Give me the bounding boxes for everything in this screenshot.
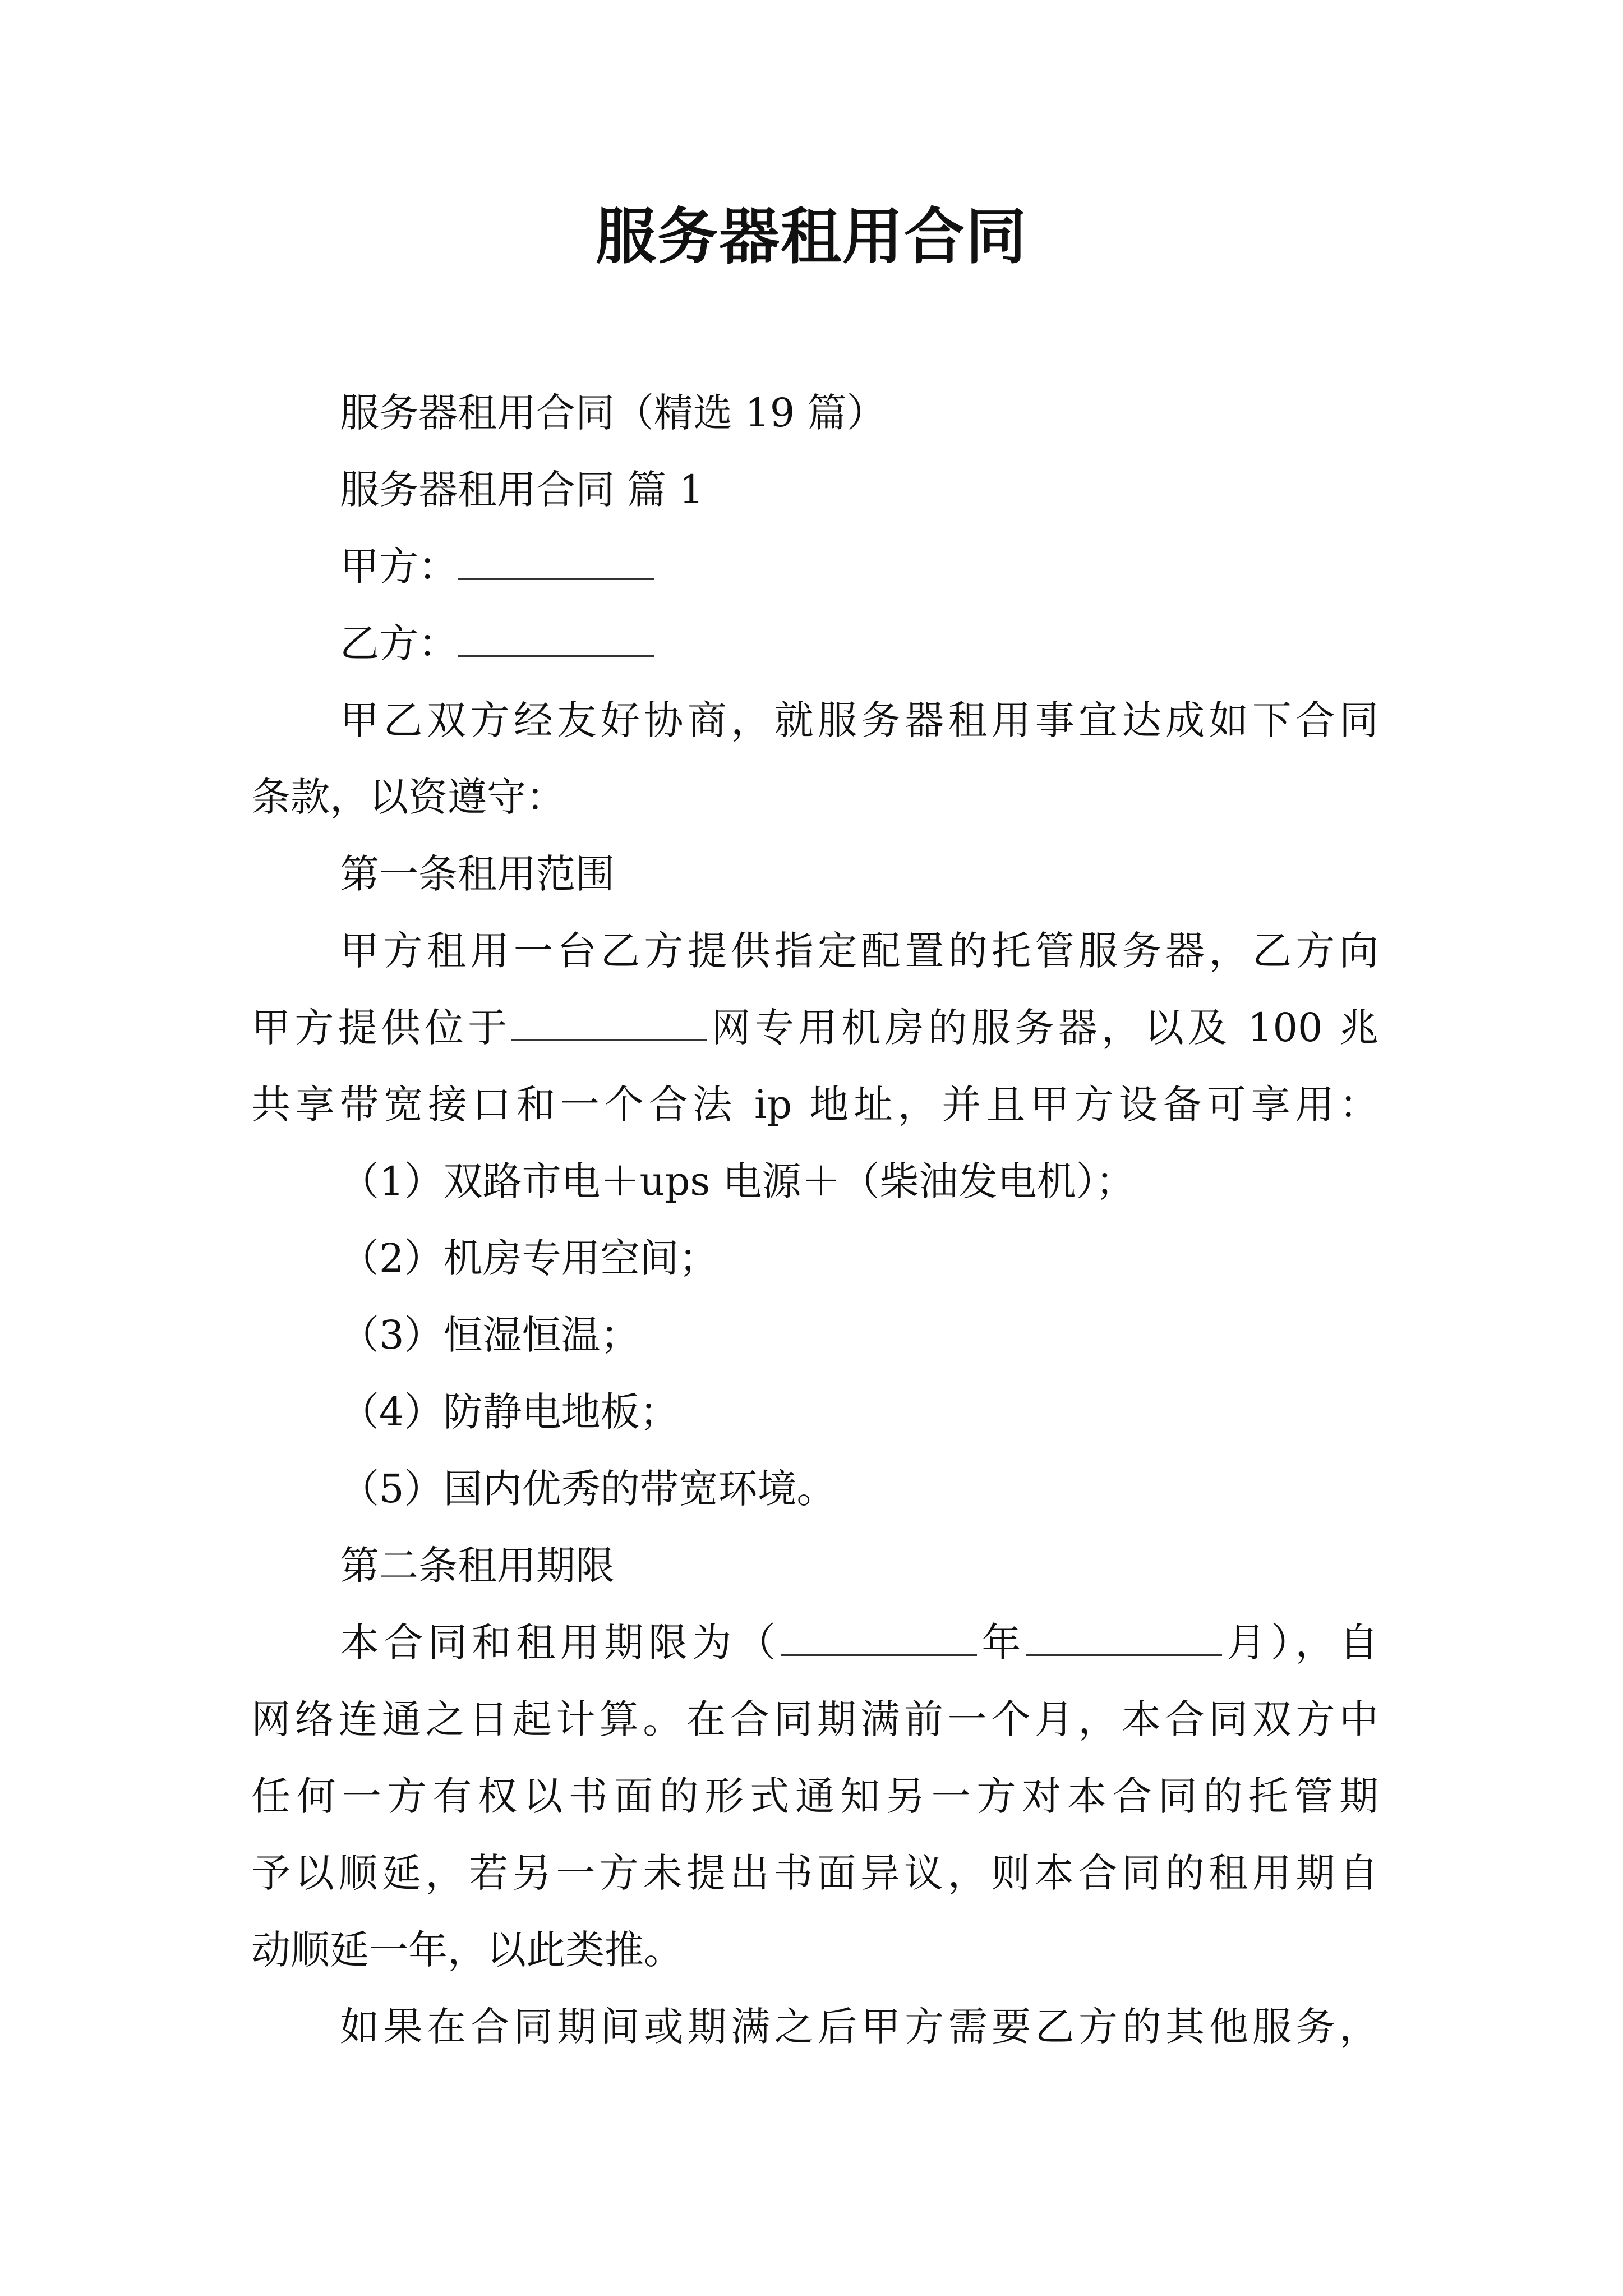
document-title: 服务器租用合同 — [595, 201, 1027, 272]
article-2-heading: 第二条租用期限 — [340, 1543, 615, 1589]
list-item: （1）双路市电＋ups 电源＋（柴油发电机）； — [340, 1158, 1135, 1204]
section-heading: 服务器租用合同 篇 1 — [340, 467, 704, 513]
article-2-line-1-post: 月），自 — [1221, 1619, 1378, 1665]
article-1-line-2 — [251, 990, 1378, 1066]
article-2-line-1 — [251, 1604, 1378, 1681]
article-2-line-4: 予以顺延，若另一方未提出书面异议，则本合同的租用期自 — [251, 1850, 1378, 1896]
list-item: （2）机房专用空间； — [340, 1235, 718, 1281]
intro-line-2: 条款，以资遵守： — [251, 774, 565, 820]
article-2-line-3: 任何一方有权以书面的形式通知另一方对本合同的托管期 — [251, 1773, 1378, 1819]
location-blank — [511, 1013, 707, 1041]
year-blank — [781, 1627, 977, 1656]
article-1-line-2-post: 网专用机房的服务器，以及 100 兆 — [707, 1005, 1378, 1051]
article-2-line-5: 动顺延一年，以此类推。 — [251, 1927, 683, 1973]
article-1-line-3: 共享带宽接口和一个合法 ip 地址，并且甲方设备可享用： — [251, 1082, 1378, 1128]
list-item: （4）防静电地板； — [340, 1389, 679, 1435]
article-2-paragraph-2-line-1: 如果在合同期间或期满之后甲方需要乙方的其他服务， — [340, 2004, 1378, 2050]
party-b-line — [251, 605, 1378, 682]
intro-line-1: 甲乙双方经友好协商，就服务器租用事宜达成如下合同 — [340, 697, 1378, 743]
article-2-line-1-pre: 本合同和租用期限为（ — [340, 1619, 781, 1665]
month-blank — [1026, 1627, 1222, 1656]
article-2-line-2: 网络连通之日起计算。在合同期满前一个月，本合同双方中 — [251, 1696, 1378, 1742]
list-item: （3）恒湿恒温； — [340, 1312, 640, 1358]
party-a-line — [251, 528, 1378, 605]
document-body — [251, 375, 1378, 2065]
article-1-line-1: 甲方租用一台乙方提供指定配置的托管服务器，乙方向 — [340, 928, 1378, 974]
party-a-label: 甲方： — [340, 544, 458, 590]
article-2-line-1-mid: 年 — [976, 1619, 1026, 1665]
party-b-blank — [458, 628, 654, 657]
party-b-label: 乙方： — [340, 620, 458, 666]
article-1-line-2-pre: 甲方提供位于 — [251, 1005, 511, 1051]
list-item: （5）国内优秀的带宽环境。 — [340, 1466, 836, 1512]
document-subtitle: 服务器租用合同（精选 19 篇） — [340, 390, 886, 436]
party-a-blank — [458, 551, 654, 580]
article-1-heading: 第一条租用范围 — [340, 851, 615, 897]
